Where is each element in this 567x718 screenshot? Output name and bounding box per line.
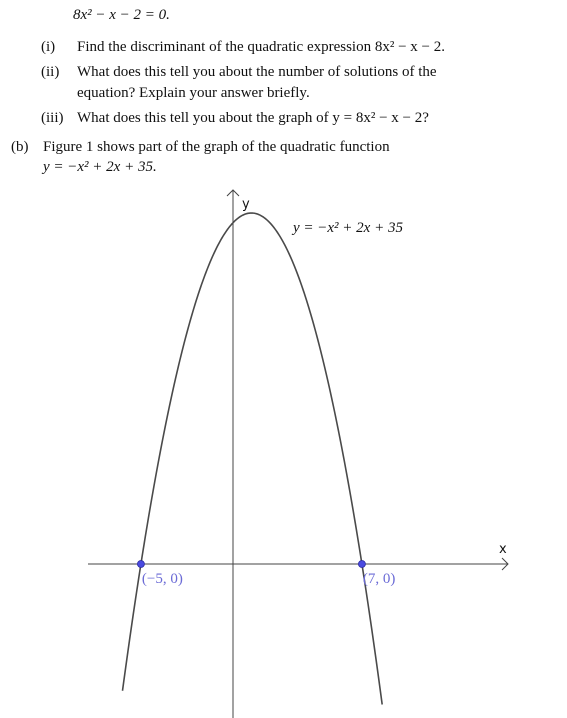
part-iii-text: What does this tell you about the graph of y = 8x² − x − 2? bbox=[77, 110, 429, 126]
part-ii-text-line1: What does this tell you about the number of solutions of the bbox=[77, 64, 437, 80]
parabola-curve bbox=[123, 213, 383, 705]
part-b-text-line1: Figure 1 shows part of the graph of the quadratic function bbox=[43, 139, 390, 155]
part-i-text: Find the discriminant of the quadratic expression 8x² − x − 2. bbox=[77, 39, 446, 55]
part-ii-text-line2: equation? Explain your answer briefly. bbox=[77, 85, 310, 101]
x-axis-letter: x bbox=[499, 542, 507, 557]
point-label-0: (−5, 0) bbox=[141, 571, 183, 587]
point-label-1: (7, 0) bbox=[362, 571, 396, 587]
part-i-number: (i) bbox=[41, 39, 56, 55]
part-b-function: y = −x² + 2x + 35. bbox=[43, 159, 157, 175]
figure-1-graph bbox=[0, 180, 567, 718]
point-marker-1 bbox=[358, 561, 365, 568]
part-iii-number: (iii) bbox=[41, 110, 64, 126]
part-ii-number: (ii) bbox=[41, 64, 60, 80]
part-b-text-line2 bbox=[43, 158, 157, 177]
curve-label: y = −x² + 2x + 35 bbox=[293, 220, 403, 236]
intro-equation-text: 8x² − x − 2 = 0. bbox=[73, 7, 170, 23]
y-axis-letter: y bbox=[242, 197, 250, 212]
intro-equation bbox=[73, 6, 170, 25]
part-b-number: (b) bbox=[11, 139, 29, 155]
point-marker-0 bbox=[137, 561, 144, 568]
